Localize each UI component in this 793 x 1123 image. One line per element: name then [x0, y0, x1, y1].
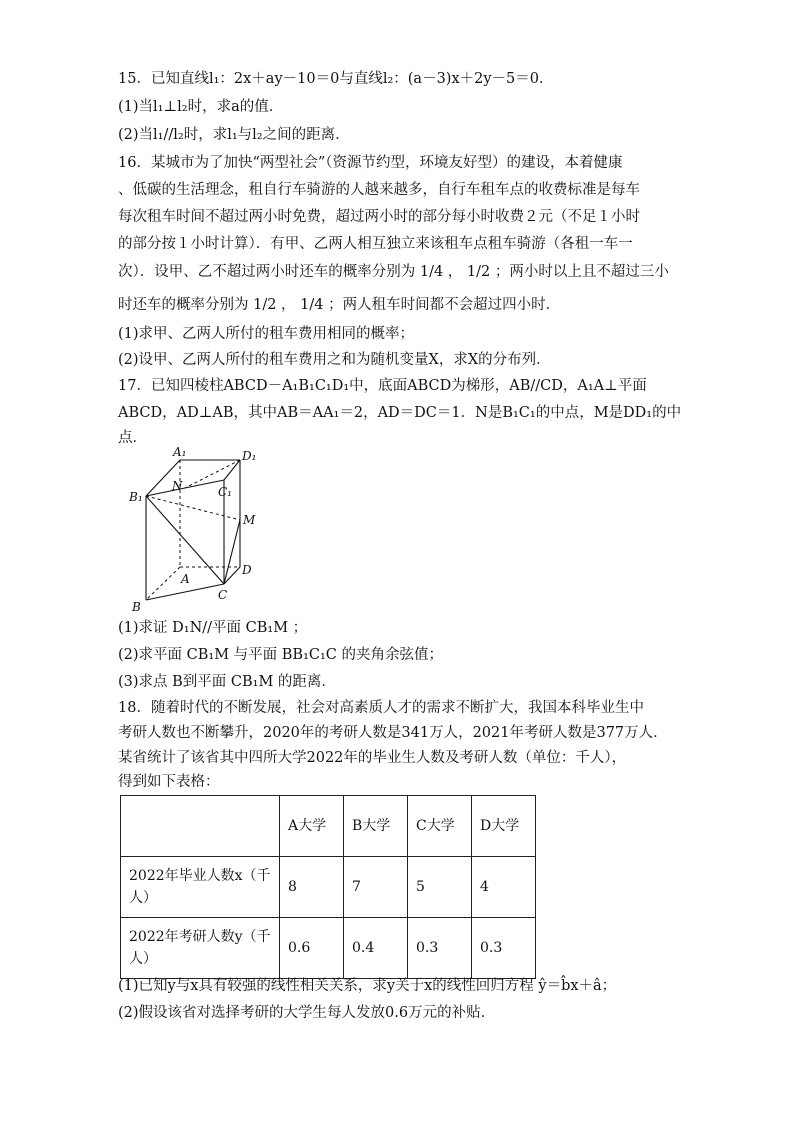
- table-cell: 5: [408, 857, 472, 918]
- q18-part2: (2)假设该省对选择考研的大学生每人发放0.6万元的补贴．: [118, 1005, 496, 1021]
- label-c: C: [218, 588, 228, 602]
- q17-stem-line3: 点．: [118, 430, 147, 446]
- table-header-a: A大学: [280, 796, 344, 857]
- q16-stem-line2: 、低碳的生活理念，租自行车骑游的人越来越多，自行车租车点的收费标准是每车: [118, 182, 640, 198]
- table-cell: 0.3: [472, 918, 536, 979]
- table-row: [121, 918, 536, 979]
- table-corner-cell: [121, 796, 280, 857]
- q17-part1: (1)求证 D₁N//平面 CB₁M ；: [118, 620, 308, 636]
- q18-stem-line3: 某省统计了该省其中四所大学2022年的毕业生人数及考研人数（单位：千人），: [118, 750, 627, 766]
- table-header-c: C大学: [408, 796, 472, 857]
- label-b1: B₁: [129, 490, 143, 504]
- segment-d1n-hidden: [185, 460, 240, 488]
- q18-data-table: [120, 795, 536, 979]
- label-a: A: [181, 572, 190, 586]
- label-m: M: [243, 513, 256, 527]
- q15-part1: (1)当l₁⊥l₂时，求a的值．: [118, 99, 284, 115]
- q16-stem-line6: 时还车的概率分别为 1/2 ， 1/4 ；两人租车时间都不会超过四小时．: [118, 297, 561, 313]
- q18-stem-line4: 得到如下表格：: [118, 774, 220, 790]
- segment-b1c: [146, 496, 224, 584]
- q16-stem-line3: 每次租车时间不超过两小时免费，超过两小时的部分每小时收费２元（不足１小时: [118, 209, 640, 225]
- table-cell: 0.6: [280, 918, 344, 979]
- table-row1-label: 2022年毕业人数x（千人）: [121, 857, 280, 918]
- prism-figure: [118, 446, 268, 618]
- table-cell: 4: [472, 857, 536, 918]
- edge-ab-hidden: [146, 567, 180, 600]
- q15-part2: (2)当l₁//l₂时，求l₁与l₂之间的距离．: [118, 127, 350, 143]
- edge-bc: [146, 584, 224, 600]
- label-d1: D₁: [242, 449, 257, 463]
- table-row: [121, 857, 536, 918]
- q16-stem-line1: 16．某城市为了加快“两型社会”（资源节约型，环境友好型）的建设，本着健康: [118, 155, 623, 171]
- label-b: B: [132, 600, 141, 614]
- q18-stem-line2: 考研人数也不断攀升，2020年的考研人数是341万人，2021年考研人数是377万人．: [118, 725, 668, 741]
- table-row2-label: 2022年考研人数y（千人）: [121, 918, 280, 979]
- q17-stem-line1: 17．已知四棱柱ABCD－A₁B₁C₁D₁中，底面ABCD为梯形，AB//CD，A₁A⊥平面: [118, 378, 647, 394]
- segment-b1m-hidden: [146, 496, 240, 520]
- edge-c1d1: [224, 460, 240, 480]
- q15-stem: 15．已知直线l₁：2x＋ay－10＝0与直线l₂：(a－3)x＋2y－5＝0．: [118, 71, 554, 87]
- table-header-d: D大学: [472, 796, 536, 857]
- label-d: D: [242, 563, 252, 577]
- segment-cm: [224, 520, 240, 584]
- q16-stem-line4: 的部分按１小时计算）．有甲、乙两人相互独立来该租车点租车骑游（各租一车一: [118, 236, 633, 252]
- q18-part1: (1)已知y与x具有较强的线性相关关系，求y关于x的线性回归方程 ŷ＝b̂x＋â；: [118, 978, 617, 994]
- table-cell: 0.4: [344, 918, 408, 979]
- label-c1: C₁: [218, 485, 232, 499]
- q17-part3: (3)求点 B到平面 CB₁M 的距离．: [118, 674, 336, 690]
- q17-stem-line2: ABCD，AD⊥AB，其中AB＝AA₁＝2，AD＝DC＝1．N是B₁C₁的中点，M是DD₁的中: [118, 405, 682, 421]
- label-n: N: [172, 479, 183, 493]
- q16-part2: (2)设甲、乙两人所付的租车费用之和为随机变量X，求X的分布列．: [118, 352, 551, 368]
- table-cell: 0.3: [408, 918, 472, 979]
- label-a1: A₁: [173, 446, 187, 459]
- q16-part1: (1)求甲、乙两人所付的租车费用相同的概率；: [118, 326, 415, 342]
- q16-stem-line5: 次）．设甲、乙不超过两小时还车的概率分别为 1/4 ， 1/2 ；两小时以上且不超过三小: [118, 264, 669, 280]
- q17-part2: (2)求平面 CB₁M 与平面 BB₁C₁C 的夹角余弦值；: [118, 647, 444, 663]
- table-header-b: B大学: [344, 796, 408, 857]
- q18-stem-line1: 18．随着时代的不断发展，社会对高素质人才的需求不断扩大，我国本科毕业生中: [118, 700, 644, 716]
- table-cell: 7: [344, 857, 408, 918]
- table-header-row: [121, 796, 536, 857]
- table-cell: 8: [280, 857, 344, 918]
